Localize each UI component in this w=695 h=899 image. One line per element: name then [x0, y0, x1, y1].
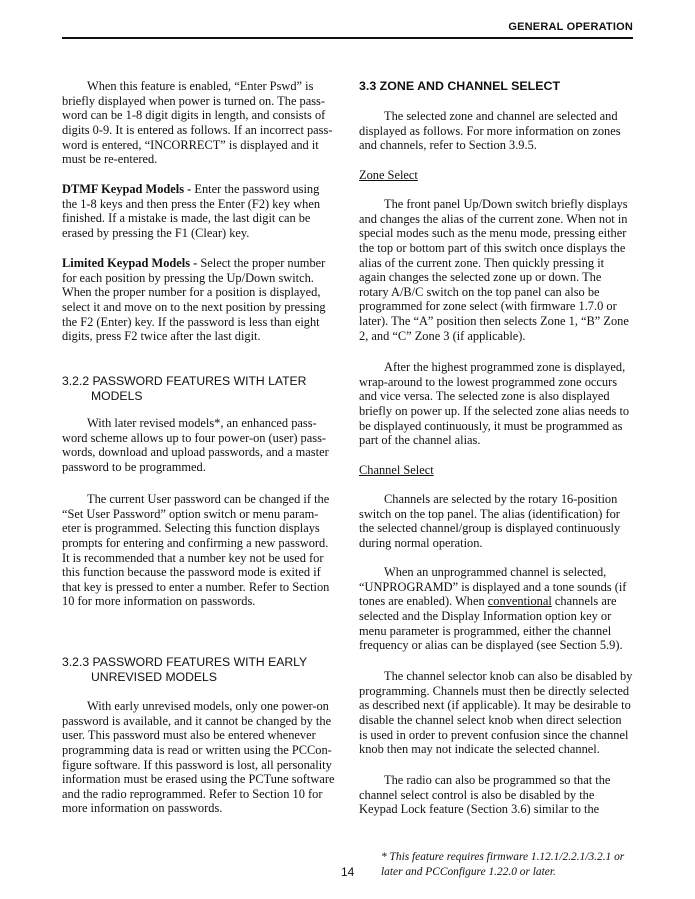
text-line: displayed as follows. For more information on zones: [359, 123, 621, 138]
text-line: programming data is read or written using the PCCon-: [62, 742, 332, 757]
text-span: channels are: [551, 594, 617, 609]
text-line: 10 for more information on passwords.: [62, 594, 256, 609]
text-line: again changes the selected zone up or down. The: [359, 270, 602, 285]
text-line: and channels, refer to Section 3.9.5.: [359, 138, 537, 153]
text-line: as described next (if applicable). It may be desirable to: [359, 698, 631, 713]
underlined-term: conventional: [487, 594, 552, 609]
text-line: The radio can also be programmed so that the: [384, 773, 611, 787]
text-line: more information on passwords.: [62, 801, 223, 816]
text-line: be displayed continuously, it must be programmed as: [359, 418, 623, 433]
text-span: tones are enabled). When: [359, 594, 488, 609]
running-header: GENERAL OPERATION: [508, 21, 633, 33]
paragraph: [359, 197, 629, 343]
bold-lead-in: DTMF Keypad Models -: [62, 182, 195, 196]
text-line: and vice versa. The selected zone is also displayed: [359, 389, 610, 404]
text-line: this function because the password mode is exited if: [62, 565, 321, 580]
heading-line: 3.2.2 PASSWORD FEATURES WITH LATER: [62, 374, 307, 388]
subheading-zone-select: Zone Select: [359, 168, 418, 182]
paragraph: [62, 699, 334, 816]
text-line: The channel selector knob can also be disabled by: [384, 669, 633, 683]
paragraph-dtmf-keypad: [62, 182, 320, 241]
text-line: disable the channel select knob when direct selection: [359, 712, 622, 727]
paragraph: [359, 492, 620, 551]
text-line: [62, 256, 326, 271]
text-line: alias of the current zone. Then quickly pressing it: [359, 255, 605, 270]
text-line: Channels are selected by the rotary 16-position: [384, 492, 618, 506]
text-line: selected and the Display Information option key or: [359, 608, 612, 623]
text-line: wrap-around to the lowest programmed zone occurs: [359, 374, 618, 389]
text-line: part of the channel alias.: [359, 433, 481, 448]
text-line: word scheme allows up to four power-on (user) pass-: [62, 430, 327, 445]
paragraph: [359, 773, 610, 817]
text-line: programmed for zone select (with firmware 1.7.0 or: [359, 299, 617, 314]
text-line: the selected channel/group is displayed continuously: [359, 521, 621, 536]
text-line: the F2 (Enter) key. If the password is less than eight: [62, 314, 320, 329]
text-line: After the highest programmed zone is displayed,: [384, 360, 626, 374]
text-span: Enter the password using: [194, 182, 320, 196]
text-line: knob then may not indicate the selected channel.: [359, 742, 600, 757]
paragraph: [62, 416, 329, 475]
text-span: Select the proper number: [200, 256, 326, 270]
text-line: eter is programmed. Selecting this function displays: [62, 521, 320, 536]
text-line: When this feature is enabled, “Enter Pswd” is: [87, 79, 314, 93]
header-rule: [62, 37, 633, 39]
text-line: finished. If a mistake is made, the last digit can be: [62, 211, 311, 226]
heading-line: MODELS: [91, 389, 143, 403]
text-line: word can be 1-8 digit digits in length, and consists of: [62, 108, 326, 123]
paragraph: [359, 109, 621, 153]
text-line: figure software. If this password is lost, all personality: [62, 757, 332, 772]
text-line: The current User password can be changed if the: [87, 492, 330, 506]
text-line: later and PCConfigure 1.22.0 or later.: [381, 866, 556, 878]
text-line: When the proper number for a position is displayed,: [62, 285, 321, 300]
text-line: When an unprogrammed channel is selected,: [384, 565, 607, 579]
section-heading-3-2-2: [62, 374, 306, 404]
section-heading-3-3: 3.3 ZONE AND CHANNEL SELECT: [359, 79, 561, 93]
text-line: It is recommended that a number key not be used for: [62, 550, 324, 565]
text-line: frequency or alias can be displayed (see Section 5.9).: [359, 638, 623, 653]
text-line: Keypad Lock feature (Section 3.6) similar to the: [359, 802, 600, 817]
text-line: digits 0-9. It is entered as follows. If an incorrect pass-: [62, 122, 333, 137]
text-line: that key is pressed to enter a number. Refer to Section: [62, 579, 330, 594]
text-line: The selected zone and channel are selected and: [384, 109, 618, 123]
text-line: special modes such as the menu mode, pressing either: [359, 226, 627, 241]
text-line: erased by pressing the F1 (Clear) key.: [62, 225, 250, 240]
text-line: With later revised models*, an enhanced pass-: [87, 416, 317, 430]
paragraph: [359, 565, 626, 653]
paragraph: [62, 79, 332, 167]
paragraph: [359, 360, 629, 448]
text-line: switch on the top panel. The alias (identification) for: [359, 506, 620, 521]
text-line: [62, 182, 320, 197]
text-line: 2, and “C” Zone 3 (if applicable).: [359, 328, 526, 343]
text-line: briefly on power up. If the selected zone alias needs to: [359, 403, 630, 418]
text-line: menu parameter is programmed, either the channel: [359, 623, 612, 638]
text-line: * This feature requires firmware 1.12.1/2.2.1/3.2.1 or: [381, 851, 625, 863]
text-line: information must be erased using the PCTune software: [62, 772, 335, 787]
text-line: channel select control is also be disabled by the: [359, 787, 595, 802]
text-line: user. This password must also be entered whenever: [62, 728, 316, 743]
heading-line: UNREVISED MODELS: [91, 670, 217, 684]
paragraph-limited-keypad: [62, 256, 326, 344]
section-heading-3-2-3: [62, 655, 307, 685]
text-line: programming. Channels must then be directly selected: [359, 683, 630, 698]
text-line: during normal operation.: [359, 535, 483, 550]
text-line: must be re-entered.: [62, 152, 158, 167]
text-line: and the radio reprogrammed. Refer to Section 10 for: [62, 786, 323, 801]
footnote: [381, 850, 624, 880]
text-line: rotary A/B/C switch on the top panel can also be: [359, 284, 600, 299]
text-line: select it and move on to the next position by pressing: [62, 299, 326, 314]
text-line: is used in order to prevent confusion since the channel: [359, 727, 629, 742]
text-line: prompts for entering and confirming a new password.: [62, 535, 329, 550]
text-line: word is entered, “INCORRECT” is displayed and it: [62, 137, 319, 152]
subheading-channel-select: Channel Select: [359, 463, 434, 477]
text-line: briefly displayed when power is turned on. The pass-: [62, 93, 326, 108]
text-line: [359, 594, 626, 609]
text-line: password is available, and it cannot be changed by the: [62, 713, 332, 728]
text-line: password to be programmed.: [62, 459, 206, 474]
text-line: the 1-8 keys and then press the Enter (F2) key when: [62, 196, 321, 211]
text-line: “UNPROGRAMD” is displayed and a tone sounds (if: [359, 579, 627, 594]
text-line: The front panel Up/Down switch briefly displays: [384, 197, 628, 211]
text-line: digits, press F2 twice after the last digit.: [62, 329, 261, 344]
text-line: the top or bottom part of this switch once displays the: [359, 240, 626, 255]
paragraph: [359, 669, 632, 757]
text-line: words, download and upload passwords, and a master: [62, 445, 329, 460]
page-number: 14: [341, 865, 355, 879]
paragraph: [62, 492, 329, 609]
text-line: for each position by pressing the Up/Down switch.: [62, 270, 314, 285]
bold-lead-in: Limited Keypad Models -: [62, 256, 201, 270]
heading-line: 3.2.3 PASSWORD FEATURES WITH EARLY: [62, 655, 308, 669]
text-line: later). The “A” position then selects Zone 1, “B” Zone: [359, 314, 629, 329]
text-line: With early unrevised models, only one power-on: [87, 699, 329, 713]
text-line: and changes the alias of the current zone. When not in: [359, 211, 628, 226]
text-line: “Set User Password” option switch or menu param-: [62, 506, 319, 521]
